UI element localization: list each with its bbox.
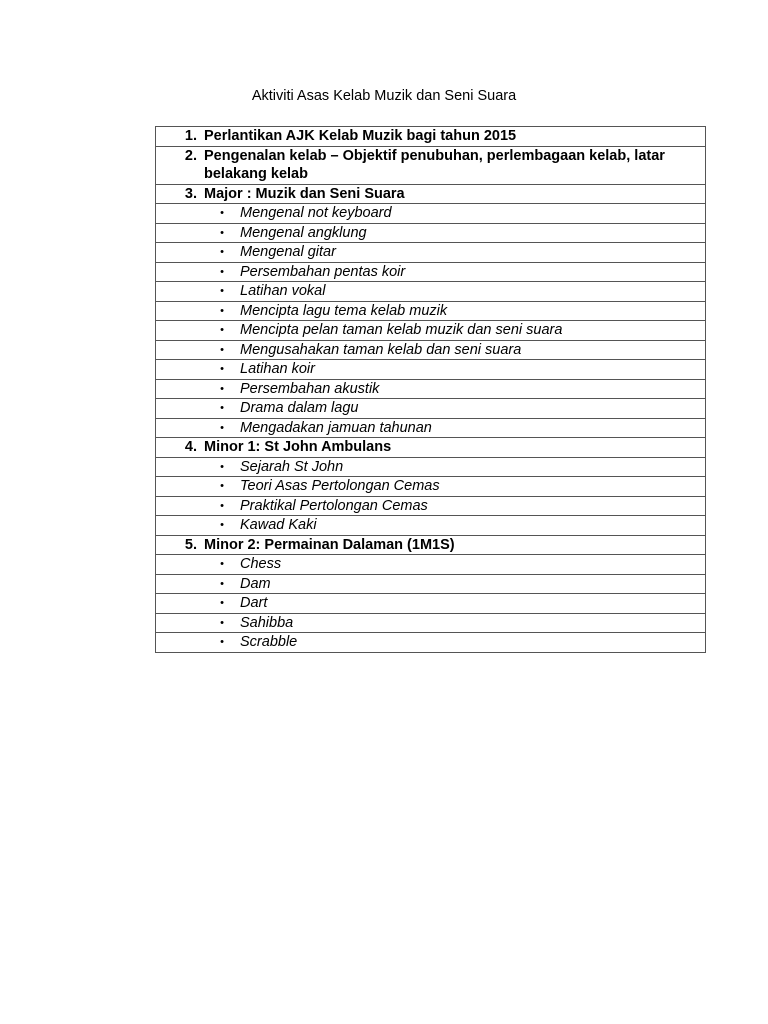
list-item	[156, 243, 705, 262]
list-item-row	[156, 516, 706, 536]
list-item-text: Mengadakan jamuan tahunan	[240, 419, 432, 436]
list-item	[156, 282, 705, 301]
list-item-cell	[156, 379, 706, 399]
list-item	[156, 360, 705, 379]
bullet-icon: •	[220, 265, 224, 278]
list-item	[156, 321, 705, 340]
bullet-icon: •	[220, 597, 224, 609]
list-item-cell	[156, 282, 706, 302]
section-number: 3.	[184, 185, 197, 202]
list-item-row	[156, 477, 706, 497]
list-item	[156, 614, 705, 633]
list-item-row	[156, 321, 706, 341]
bullet-icon: •	[220, 636, 224, 648]
section-cell	[156, 535, 706, 555]
section-cell	[156, 127, 706, 147]
bullet-icon: •	[220, 324, 224, 336]
bullet-icon: •	[220, 499, 224, 512]
section-number: 4.	[184, 439, 197, 455]
bullet-icon: •	[220, 226, 224, 239]
section-heading	[156, 536, 705, 555]
list-item	[156, 224, 705, 243]
section-row	[156, 535, 706, 555]
section-cell	[156, 146, 706, 184]
section-title: Pengenalan kelab – Objektif penubuhan, perlembagaan kelab, latar belakang kelab	[204, 147, 665, 182]
list-item-text: Latihan vokal	[240, 283, 326, 299]
list-item-text: Drama dalam lagu	[240, 400, 359, 416]
bullet-icon: •	[220, 402, 224, 414]
list-item-text: Teori Asas Pertolongan Cemas	[240, 478, 440, 494]
list-item-text: Mengenal not keyboard	[240, 205, 392, 221]
list-item-cell	[156, 594, 706, 614]
list-item-row	[156, 555, 706, 575]
document-title-text: Aktiviti Asas Kelab Muzik dan Seni Suara	[251, 88, 517, 104]
list-item	[156, 458, 705, 477]
list-item-cell	[156, 204, 706, 224]
list-item-row	[156, 243, 706, 263]
bullet-icon: •	[220, 616, 224, 629]
list-item-text: Mengenal gitar	[240, 244, 336, 260]
list-item	[156, 575, 705, 594]
list-item-row	[156, 262, 706, 282]
list-item-row	[156, 340, 706, 360]
list-item-cell	[156, 574, 706, 594]
bullet-icon: •	[220, 207, 224, 219]
activities-table-body	[156, 127, 706, 653]
bullet-icon: •	[220, 421, 224, 434]
list-item-row	[156, 457, 706, 477]
list-item-cell	[156, 321, 706, 341]
list-item	[156, 380, 705, 399]
list-item-text: Kawad Kaki	[240, 517, 317, 533]
bullet-icon: •	[220, 382, 224, 395]
bullet-icon: •	[220, 480, 224, 492]
section-number: 5.	[184, 536, 197, 553]
section-heading	[156, 147, 705, 184]
section-title: Minor 1: St John Ambulans	[204, 439, 392, 455]
section-number: 1.	[184, 128, 197, 144]
section-heading	[156, 438, 705, 457]
list-item-row	[156, 574, 706, 594]
list-item-row	[156, 399, 706, 419]
list-item-cell	[156, 223, 706, 243]
list-item-text: Mencipta pelan taman kelab muzik dan seni suara	[240, 322, 563, 338]
list-item-text: Mencipta lagu tema kelab muzik	[240, 302, 448, 319]
list-item	[156, 302, 705, 321]
section-title: Perlantikan AJK Kelab Muzik bagi tahun 2015	[204, 128, 517, 144]
list-item-text: Mengusahakan taman kelab dan seni suara	[240, 341, 522, 358]
list-item-cell	[156, 633, 706, 653]
list-item	[156, 633, 705, 652]
list-item-cell	[156, 262, 706, 282]
list-item	[156, 399, 705, 418]
bullet-icon: •	[220, 285, 224, 297]
list-item-cell	[156, 477, 706, 497]
section-title: Major : Muzik dan Seni Suara	[204, 185, 405, 202]
list-item-text: Praktikal Pertolongan Cemas	[240, 497, 428, 514]
list-item-cell	[156, 555, 706, 575]
bullet-icon: •	[220, 343, 224, 356]
list-item	[156, 204, 705, 223]
list-item-cell	[156, 457, 706, 477]
list-item	[156, 555, 705, 574]
list-item-cell	[156, 301, 706, 321]
list-item-row	[156, 379, 706, 399]
list-item-text: Sejarah St John	[240, 458, 344, 475]
section-row	[156, 184, 706, 204]
bullet-icon: •	[220, 519, 224, 531]
list-item-row	[156, 496, 706, 516]
list-item-text: Persembahan akustik	[240, 380, 380, 397]
list-item-text: Sahibba	[240, 614, 294, 631]
section-row	[156, 127, 706, 147]
activities-table	[155, 126, 706, 653]
bullet-icon: •	[220, 363, 224, 375]
list-item-cell	[156, 340, 706, 360]
list-item-row	[156, 594, 706, 614]
list-item-text: Chess	[240, 556, 282, 572]
list-item	[156, 497, 705, 516]
list-item	[156, 263, 705, 282]
section-row	[156, 146, 706, 184]
list-item-text: Scrabble	[240, 634, 298, 650]
list-item-row	[156, 301, 706, 321]
list-item-cell	[156, 496, 706, 516]
list-item	[156, 419, 705, 438]
list-item-cell	[156, 418, 706, 438]
bullet-icon: •	[220, 558, 224, 570]
list-item-row	[156, 613, 706, 633]
list-item-cell	[156, 516, 706, 536]
list-item-cell	[156, 613, 706, 633]
section-heading	[156, 185, 705, 204]
section-cell	[156, 438, 706, 458]
bullet-icon: •	[220, 577, 224, 590]
list-item	[156, 341, 705, 360]
document-title	[0, 86, 768, 106]
list-item-text: Dam	[240, 575, 271, 592]
section-heading	[156, 127, 705, 146]
list-item-row	[156, 360, 706, 380]
section-title: Minor 2: Permainan Dalaman (1M1S)	[204, 536, 455, 553]
list-item-row	[156, 204, 706, 224]
list-item-cell	[156, 399, 706, 419]
list-item-text: Persembahan pentas koir	[240, 263, 406, 280]
list-item-text: Mengenal angklung	[240, 224, 367, 241]
list-item-cell	[156, 243, 706, 263]
list-item-row	[156, 223, 706, 243]
list-item-cell	[156, 360, 706, 380]
list-item-row	[156, 418, 706, 438]
list-item-text: Latihan koir	[240, 361, 315, 377]
section-row	[156, 438, 706, 458]
bullet-icon: •	[220, 460, 224, 473]
list-item-text: Dart	[240, 595, 268, 611]
list-item	[156, 594, 705, 613]
list-item	[156, 477, 705, 496]
bullet-icon: •	[220, 246, 224, 258]
bullet-icon: •	[220, 304, 224, 317]
list-item	[156, 516, 705, 535]
section-number: 2.	[184, 147, 197, 164]
list-item-row	[156, 633, 706, 653]
list-item-row	[156, 282, 706, 302]
section-cell	[156, 184, 706, 204]
